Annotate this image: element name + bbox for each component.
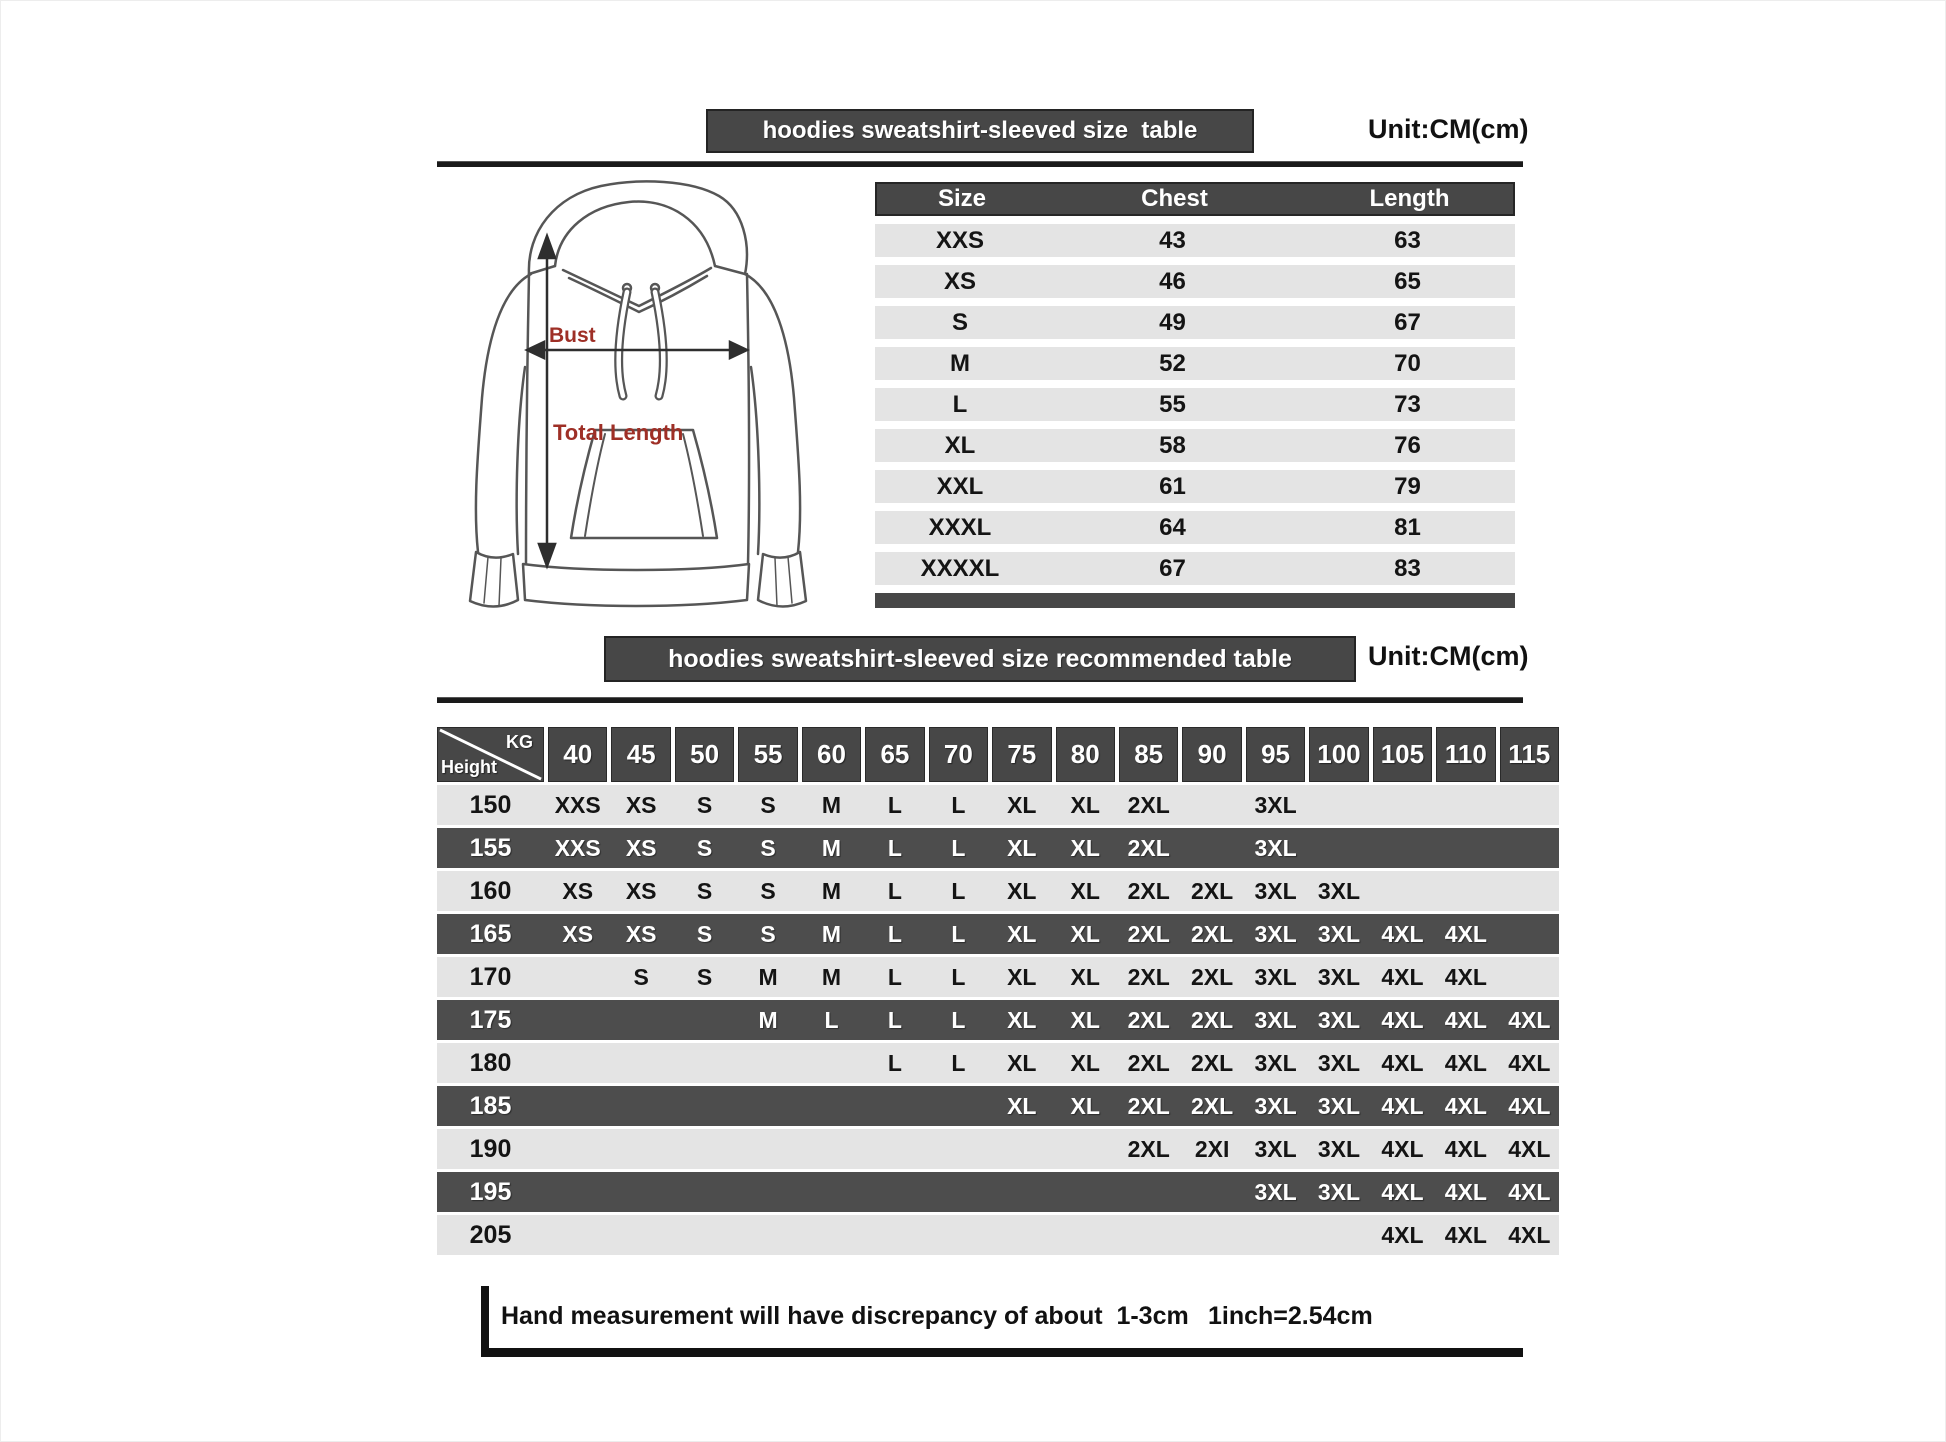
recommended-size-cell: [1500, 957, 1559, 997]
size-table-title: hoodies sweatshirt-sleeved size table: [762, 117, 1198, 144]
recommended-size-cell: M: [758, 1006, 778, 1033]
recommended-size-cell: L: [951, 791, 966, 818]
unit-label-bottom: Unit:CM(cm): [1368, 641, 1529, 671]
recommended-size-cell: 4XL: [1444, 1006, 1487, 1033]
weight-header-cell: 80: [1056, 727, 1115, 782]
weight-header-cell: 60: [802, 727, 861, 782]
recommended-size-cell: [865, 1172, 924, 1212]
recommended-size-cell: L: [887, 877, 902, 904]
recommended-size-cell: 4XL: [1444, 963, 1487, 990]
recommended-size-cell: 3XL: [1317, 877, 1361, 904]
height-label: 205: [469, 1220, 512, 1249]
recommended-size-cell: [675, 1086, 734, 1126]
corner-height-label: Height: [441, 757, 497, 777]
recommended-size-cell: [1436, 828, 1495, 868]
recommended-size-cell: 2XI: [1194, 1135, 1230, 1162]
recommended-size-cell: XS: [625, 920, 657, 947]
chest-cell: 61: [1159, 472, 1186, 500]
recommended-size-cell: [802, 1172, 861, 1212]
recommended-size-cell: 3XL: [1317, 1092, 1361, 1119]
recommended-size-cell: [738, 1043, 797, 1083]
size-cell: XS: [943, 267, 976, 295]
size-column-header: Size: [937, 185, 987, 212]
recommended-table-title-bar: [604, 636, 1356, 682]
size-table-row: [875, 470, 1515, 503]
weight-header-cell: 105: [1373, 727, 1432, 782]
recommended-size-cell: XL: [1007, 877, 1037, 904]
recommended-size-cell: [1373, 828, 1432, 868]
recommended-size-cell: [1309, 785, 1368, 825]
right-cuff-ribs: [775, 557, 792, 606]
weight-header-cell: 85: [1119, 727, 1178, 782]
corner-kg-label: KG: [506, 732, 533, 752]
size-table-row: [875, 347, 1515, 380]
weight-header-cell: 70: [929, 727, 988, 782]
recommended-size-cell: [1182, 785, 1241, 825]
recommended-size-cell: [548, 1172, 607, 1212]
size-table-bottom-bar: [875, 593, 1515, 608]
size-cell: XXXL: [928, 513, 992, 541]
recommended-size-cell: L: [951, 834, 966, 861]
total-length-arrow-bottom: [539, 544, 555, 566]
size-table-row: [875, 265, 1515, 298]
height-label: 195: [469, 1177, 512, 1206]
size-cell: XXXXL: [920, 554, 1000, 582]
recommended-size-cell: [611, 1215, 670, 1255]
right-cuff: [758, 552, 806, 607]
recommended-size-cell: [992, 1172, 1051, 1212]
chest-cell: 49: [1159, 308, 1186, 336]
recommended-size-cell: 4XL: [1508, 1006, 1551, 1033]
hood-collar-join: [529, 266, 745, 274]
size-table-header: [875, 182, 1515, 216]
weight-header-cell: 65: [865, 727, 924, 782]
recommended-size-cell: 2XL: [1191, 920, 1234, 947]
recommended-size-cell: 3XL: [1317, 1178, 1361, 1205]
recommended-size-cell: [1500, 828, 1559, 868]
height-label: 185: [469, 1091, 512, 1120]
chest-cell: 64: [1159, 513, 1186, 541]
recommended-size-cell: 2XL: [1127, 877, 1170, 904]
footer-note: Hand measurement will have discrepancy of about 1-3cm: [501, 1302, 1189, 1330]
recommended-size-cell: [1500, 871, 1559, 911]
recommended-size-cell: XL: [1007, 834, 1037, 861]
recommended-size-cell: [1246, 1215, 1305, 1255]
size-table-row: [875, 224, 1515, 257]
recommended-table-row: [437, 785, 1559, 825]
recommended-size-cell: 4XL: [1381, 963, 1424, 990]
height-label: 160: [469, 876, 512, 905]
recommended-size-cell: XL: [1070, 963, 1100, 990]
hem-band: [523, 564, 749, 606]
footer-bottom-line: [481, 1348, 1523, 1357]
weight-header-cell: 100: [1309, 727, 1368, 782]
recommended-size-cell: XXS: [554, 791, 601, 818]
recommended-size-cell: 3XL: [1254, 1178, 1297, 1205]
recommended-table: [437, 727, 1559, 1255]
recommended-size-cell: XL: [1070, 877, 1100, 904]
corner-cell: [437, 727, 544, 782]
recommended-size-cell: [1182, 1215, 1241, 1255]
recommended-size-cell: XXS: [554, 834, 601, 861]
recommended-size-cell: 3XL: [1254, 963, 1297, 990]
recommended-size-cell: XL: [1007, 920, 1037, 947]
recommended-size-cell: XS: [625, 877, 657, 904]
size-table-title-bar: [706, 109, 1254, 153]
separator-line-top: [437, 161, 1523, 167]
weight-header-cell: 95: [1246, 727, 1305, 782]
recommended-size-cell: XL: [1007, 791, 1037, 818]
recommended-size-cell: XL: [1070, 1092, 1100, 1119]
length-cell: 65: [1394, 267, 1421, 295]
length-cell: 73: [1394, 390, 1421, 418]
recommended-size-cell: [1056, 1172, 1115, 1212]
length-cell: 81: [1394, 513, 1421, 541]
weight-header-cell: 50: [675, 727, 734, 782]
recommended-table-row: [437, 1215, 1559, 1255]
length-cell: 79: [1394, 472, 1421, 500]
recommended-size-cell: [929, 1215, 988, 1255]
recommended-size-cell: [611, 1086, 670, 1126]
drawstrings: [619, 292, 664, 396]
recommended-size-cell: [1056, 1215, 1115, 1255]
recommended-size-cell: [548, 1043, 607, 1083]
size-table-row: [875, 388, 1515, 421]
recommended-size-cell: [1500, 914, 1559, 954]
size-cell: XXS: [935, 226, 985, 254]
height-label: 170: [469, 962, 512, 991]
recommended-size-cell: XS: [625, 834, 657, 861]
recommended-size-cell: [548, 1129, 607, 1169]
hoodie-measurement-diagram: [443, 172, 873, 622]
recommended-size-cell: XS: [562, 877, 594, 904]
recommended-size-cell: [1436, 785, 1495, 825]
recommended-size-cell: 4XL: [1444, 1178, 1487, 1205]
recommended-size-cell: 2XL: [1127, 1092, 1170, 1119]
recommended-size-cell: S: [760, 877, 776, 904]
length-cell: 76: [1394, 431, 1421, 459]
recommended-size-cell: 2XL: [1127, 920, 1170, 947]
recommended-size-cell: [611, 1172, 670, 1212]
left-sleeve-outer: [476, 274, 531, 552]
size-table-row: [875, 511, 1515, 544]
footer-conversion: 1inch=2.54cm: [1208, 1302, 1373, 1330]
chest-cell: 58: [1159, 431, 1186, 459]
recommended-size-cell: XL: [1070, 834, 1100, 861]
weight-header-cell: 115: [1500, 727, 1559, 782]
chest-cell: 43: [1159, 226, 1186, 254]
recommended-table-row: [437, 1000, 1559, 1040]
recommended-size-cell: M: [758, 963, 778, 990]
size-cell: S: [951, 308, 968, 336]
recommended-size-cell: [992, 1129, 1051, 1169]
recommended-size-cell: 3XL: [1317, 920, 1361, 947]
recommended-size-cell: [548, 1000, 607, 1040]
recommended-size-cell: [1119, 1172, 1178, 1212]
recommended-table-row: [437, 1129, 1559, 1169]
recommended-size-cell: [1373, 785, 1432, 825]
size-cell: L: [952, 390, 968, 418]
recommended-size-cell: 3XL: [1317, 963, 1361, 990]
recommended-size-cell: XS: [562, 920, 594, 947]
length-cell: 83: [1394, 554, 1421, 582]
right-sleeve-outer: [745, 274, 800, 552]
recommended-size-cell: 4XL: [1381, 1221, 1424, 1248]
recommended-size-cell: 3XL: [1254, 1092, 1297, 1119]
recommended-table-row: [437, 914, 1559, 954]
recommended-table-title: hoodies sweatshirt-sleeved size recommended table: [668, 644, 1292, 673]
recommended-size-cell: S: [696, 791, 713, 818]
bust-arrow-right: [730, 342, 747, 358]
recommended-size-cell: [865, 1129, 924, 1169]
recommended-size-cell: [738, 1129, 797, 1169]
recommended-size-cell: 4XL: [1444, 1049, 1487, 1076]
recommended-size-cell: [865, 1086, 924, 1126]
recommended-size-cell: 4XL: [1381, 920, 1424, 947]
recommended-size-cell: XL: [1007, 1006, 1037, 1033]
recommended-size-cell: [1182, 828, 1241, 868]
left-cuff-ribs: [484, 557, 501, 606]
recommended-size-cell: 2XL: [1127, 1135, 1170, 1162]
recommended-size-cell: S: [696, 834, 713, 861]
recommended-size-cell: 2XL: [1127, 1049, 1170, 1076]
recommended-size-cell: [1436, 871, 1495, 911]
recommended-size-cell: 2XL: [1191, 1006, 1234, 1033]
separator-line-bottom: [437, 697, 1523, 703]
recommended-size-cell: [675, 1000, 734, 1040]
recommended-size-cell: [929, 1086, 988, 1126]
chest-cell: 52: [1159, 349, 1186, 377]
chest-cell: 67: [1159, 554, 1186, 582]
recommended-table-row: [437, 1086, 1559, 1126]
recommended-size-cell: 4XL: [1508, 1135, 1551, 1162]
bust-arrow-left: [527, 342, 544, 358]
right-sleeve-inner: [751, 367, 759, 554]
footer-accent-bar: [481, 1286, 489, 1352]
chest-cell: 55: [1159, 390, 1186, 418]
recommended-table-body: [437, 785, 1559, 1255]
size-cell: M: [950, 349, 970, 377]
size-table-row: [875, 429, 1515, 462]
recommended-size-cell: [1056, 1129, 1115, 1169]
recommended-size-cell: XL: [1007, 1092, 1037, 1119]
length-cell: 67: [1394, 308, 1421, 336]
recommended-size-cell: 3XL: [1254, 1049, 1297, 1076]
recommended-size-cell: 4XL: [1508, 1221, 1551, 1248]
recommended-size-cell: XL: [1070, 920, 1100, 947]
recommended-size-cell: 4XL: [1444, 920, 1487, 947]
recommended-size-cell: M: [821, 963, 842, 990]
recommended-size-cell: 2XL: [1191, 1049, 1234, 1076]
recommended-size-cell: 2XL: [1127, 834, 1170, 861]
left-sleeve-inner: [517, 367, 525, 554]
recommended-size-cell: [611, 1000, 670, 1040]
recommended-size-cell: 2XL: [1191, 963, 1234, 990]
size-table: [875, 182, 1515, 608]
recommended-size-cell: 2XL: [1127, 1006, 1170, 1033]
recommended-size-cell: L: [887, 791, 902, 818]
body-right-edge: [747, 274, 749, 564]
recommended-size-cell: [675, 1043, 734, 1083]
recommended-size-cell: L: [887, 920, 902, 947]
recommended-size-cell: 3XL: [1254, 1135, 1297, 1162]
recommended-size-cell: [738, 1172, 797, 1212]
recommended-size-cell: L: [951, 963, 966, 990]
recommended-size-cell: XS: [625, 791, 657, 818]
recommended-table-row: [437, 1172, 1559, 1212]
unit-label-top: Unit:CM(cm): [1368, 114, 1529, 144]
length-column-header: Length: [1369, 185, 1450, 212]
recommended-size-cell: S: [696, 877, 713, 904]
recommended-size-cell: [548, 957, 607, 997]
total-length-label: Total Length: [553, 420, 684, 445]
recommended-size-cell: XL: [1070, 1049, 1100, 1076]
recommended-size-cell: 4XL: [1381, 1135, 1424, 1162]
weight-header-cell: 40: [548, 727, 607, 782]
pocket-hand-openings: [585, 434, 703, 536]
height-label: 165: [469, 919, 512, 948]
recommended-size-cell: [802, 1043, 861, 1083]
recommended-size-cell: L: [951, 1049, 966, 1076]
recommended-size-cell: L: [887, 1049, 902, 1076]
left-cuff: [470, 552, 518, 607]
recommended-size-cell: L: [824, 1006, 839, 1033]
recommended-size-cell: [675, 1129, 734, 1169]
recommended-size-cell: [675, 1215, 734, 1255]
recommended-size-cell: 3XL: [1254, 877, 1297, 904]
size-cell: XL: [944, 431, 976, 459]
length-cell: 63: [1394, 226, 1421, 254]
recommended-size-cell: [802, 1215, 861, 1255]
recommended-size-cell: XL: [1070, 1006, 1100, 1033]
recommended-size-cell: [992, 1215, 1051, 1255]
size-table-row: [875, 552, 1515, 585]
recommended-size-cell: S: [696, 920, 713, 947]
recommended-size-cell: [802, 1129, 861, 1169]
recommended-size-cell: [1500, 785, 1559, 825]
recommended-size-cell: [865, 1215, 924, 1255]
total-length-arrow-top: [539, 236, 555, 258]
recommended-size-cell: 3XL: [1254, 1006, 1297, 1033]
recommended-size-cell: [1182, 1172, 1241, 1212]
bust-label: Bust: [549, 324, 596, 347]
hood-inner-line: [555, 202, 715, 266]
recommended-size-cell: 4XL: [1508, 1092, 1551, 1119]
recommended-size-cell: [548, 1215, 607, 1255]
recommended-table-row: [437, 871, 1559, 911]
height-label: 175: [469, 1005, 512, 1034]
weight-header-cell: 75: [992, 727, 1051, 782]
recommended-size-cell: L: [951, 1006, 966, 1033]
recommended-size-cell: XL: [1007, 1049, 1037, 1076]
weight-header-cell: 45: [611, 727, 670, 782]
recommended-size-cell: S: [633, 963, 649, 990]
recommended-size-cell: 4XL: [1508, 1049, 1551, 1076]
recommended-size-cell: 4XL: [1444, 1092, 1487, 1119]
height-label: 155: [469, 833, 512, 862]
recommended-size-cell: [1373, 871, 1432, 911]
recommended-size-cell: 3XL: [1254, 920, 1297, 947]
recommended-size-cell: 4XL: [1381, 1006, 1424, 1033]
recommended-size-cell: 3XL: [1254, 791, 1297, 818]
chest-column-header: Chest: [1141, 185, 1208, 212]
height-label: 190: [469, 1134, 512, 1163]
recommended-size-cell: [738, 1215, 797, 1255]
recommended-size-cell: 4XL: [1381, 1092, 1424, 1119]
recommended-size-cell: 2XL: [1191, 1092, 1234, 1119]
recommended-size-cell: M: [821, 877, 842, 904]
recommended-size-cell: [1309, 1215, 1368, 1255]
recommended-size-cell: [548, 1086, 607, 1126]
recommended-size-cell: [929, 1129, 988, 1169]
recommended-size-cell: S: [760, 834, 776, 861]
recommended-size-cell: [802, 1086, 861, 1126]
recommended-size-cell: 2XL: [1191, 877, 1234, 904]
recommended-size-cell: [1119, 1215, 1178, 1255]
size-table-row: [875, 306, 1515, 339]
recommended-size-cell: [929, 1172, 988, 1212]
length-cell: 70: [1394, 349, 1421, 377]
recommended-size-cell: 4XL: [1381, 1049, 1424, 1076]
recommended-size-cell: L: [887, 834, 902, 861]
recommended-table-row: [437, 828, 1559, 868]
recommended-size-cell: S: [696, 963, 713, 990]
recommended-size-cell: 3XL: [1317, 1006, 1361, 1033]
weight-header-cell: 110: [1436, 727, 1495, 782]
recommended-size-cell: M: [821, 834, 842, 861]
recommended-size-cell: [611, 1129, 670, 1169]
recommended-size-cell: L: [887, 1006, 902, 1033]
recommended-size-cell: 3XL: [1317, 1135, 1361, 1162]
recommended-size-cell: M: [821, 791, 842, 818]
recommended-size-cell: 4XL: [1508, 1178, 1551, 1205]
chest-cell: 46: [1159, 267, 1186, 295]
size-table-body: [875, 224, 1515, 585]
recommended-table-header: [437, 727, 1559, 782]
weight-header-cell: 55: [738, 727, 797, 782]
recommended-size-cell: 4XL: [1381, 1178, 1424, 1205]
recommended-size-cell: L: [951, 920, 966, 947]
height-label: 150: [469, 790, 512, 819]
recommended-size-cell: 4XL: [1444, 1221, 1487, 1248]
body-left-edge: [526, 274, 529, 564]
recommended-size-cell: XL: [1070, 791, 1100, 818]
recommended-size-cell: S: [760, 920, 776, 947]
height-label: 180: [469, 1048, 512, 1077]
size-cell: XXL: [936, 472, 984, 500]
recommended-size-cell: 2XL: [1127, 791, 1170, 818]
recommended-table-row: [437, 957, 1559, 997]
recommended-size-cell: 4XL: [1444, 1135, 1487, 1162]
recommended-size-cell: [738, 1086, 797, 1126]
recommended-size-cell: 3XL: [1254, 834, 1297, 861]
recommended-size-cell: [675, 1172, 734, 1212]
recommended-size-cell: S: [760, 791, 776, 818]
recommended-size-cell: M: [821, 920, 842, 947]
recommended-size-cell: 3XL: [1317, 1049, 1361, 1076]
recommended-size-cell: 2XL: [1127, 963, 1170, 990]
recommended-table-row: [437, 1043, 1559, 1083]
recommended-size-cell: L: [951, 877, 966, 904]
weight-header-cell: 90: [1182, 727, 1241, 782]
recommended-size-cell: [611, 1043, 670, 1083]
recommended-size-cell: XL: [1007, 963, 1037, 990]
recommended-size-cell: [1309, 828, 1368, 868]
recommended-size-cell: L: [887, 963, 902, 990]
